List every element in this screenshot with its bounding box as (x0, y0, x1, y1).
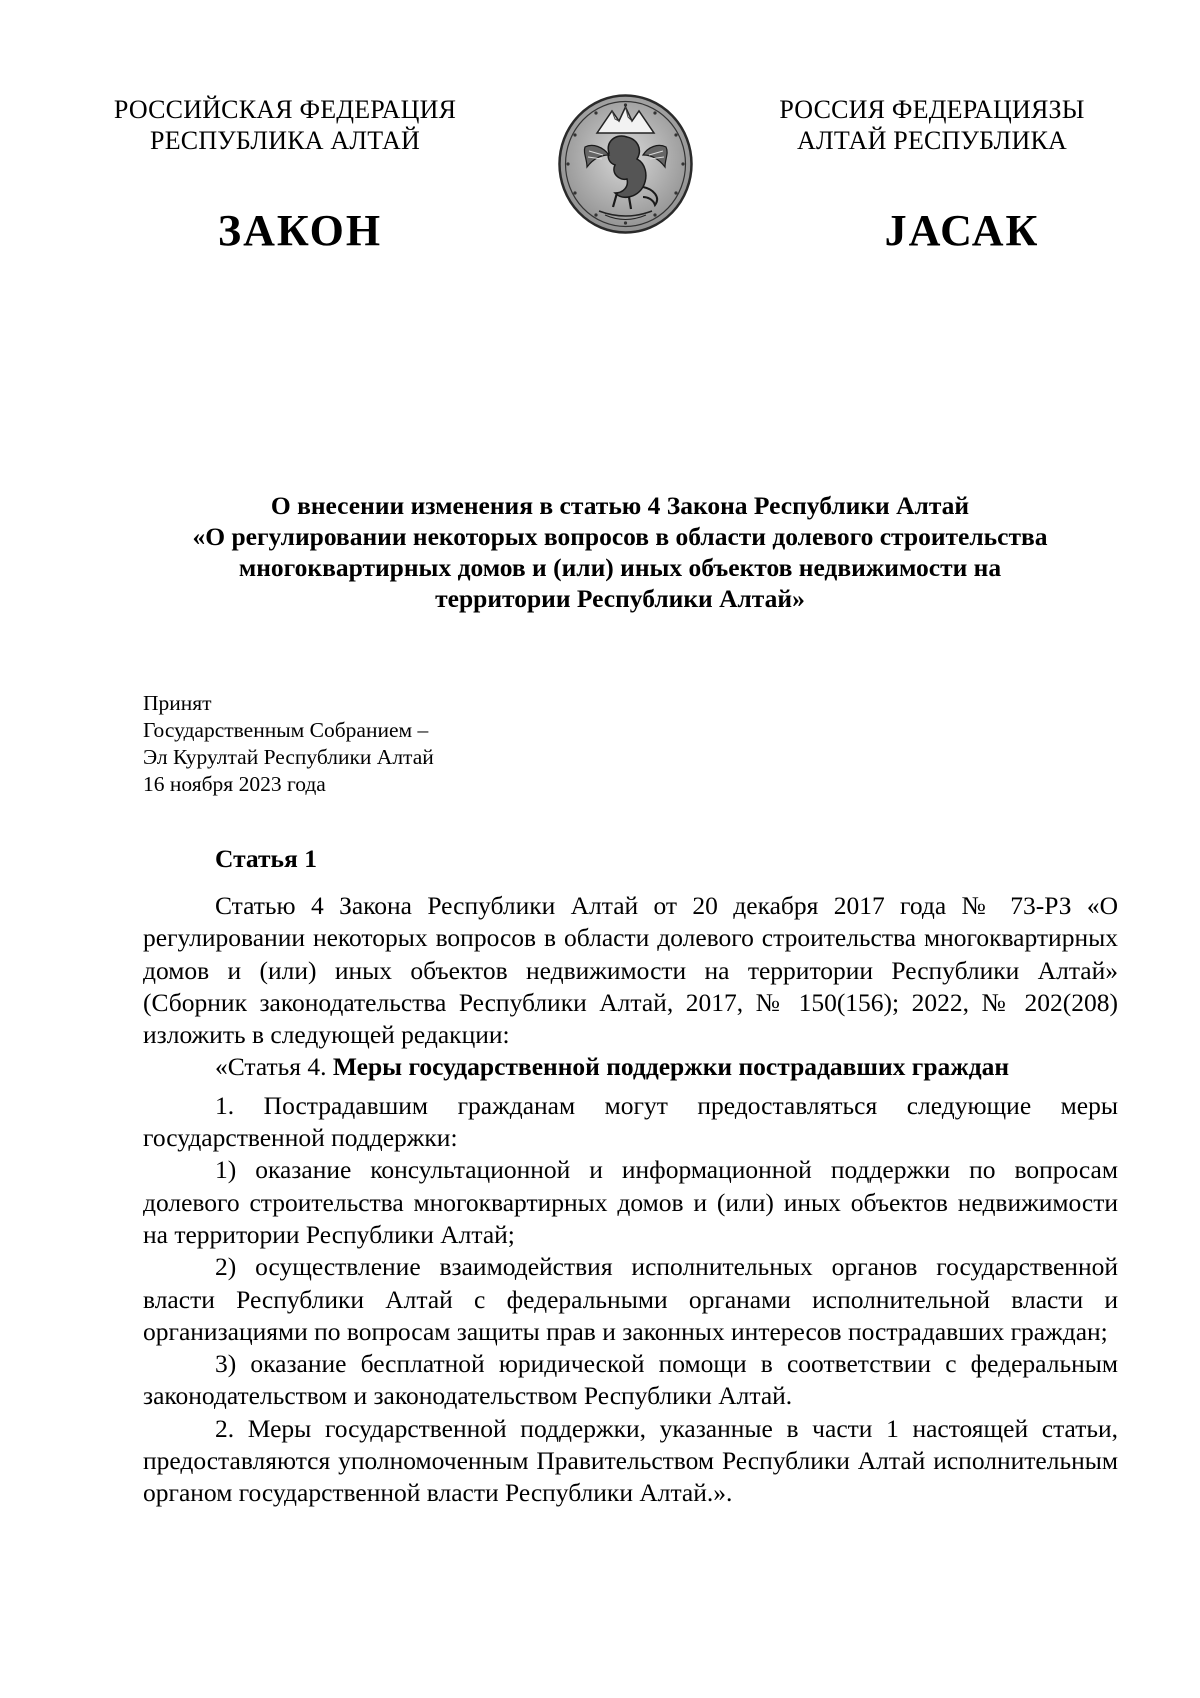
article-intro-paragraph: Статью 4 Закона Республики Алтай от 20 декабря 2017 года № 73-РЗ «О регулировании некоторых вопросов в области долевого строительства многоквартирных домов и (или) иных объектов недвижимости на территории Республики Алтай» (Сборник законодательства Республики Алтай, 2017, № 150(156); 2022, № 202(208) изложить в следующей редакции: (143, 891, 1118, 1050)
part-2-paragraph: 2. Меры государственной поддержки, указанные в части 1 настоящей статьи, предоставляются уполномоченным Правительством Республики Алтай исполнительным органом государственной власти Республики Алтай.». (143, 1413, 1118, 1508)
document-title (130, 490, 1110, 614)
title-line: О внесении изменения в статью 4 Закона Республики Алтай (270, 491, 970, 520)
new-article-heading (143, 1051, 1118, 1083)
header-right-block (762, 94, 1102, 156)
law-title-altai: ЈАСАК (884, 206, 1040, 255)
adoption-line: Государственным Собранием – (143, 718, 429, 742)
header-left-block (95, 94, 475, 156)
part-1-paragraph: 1. Пострадавшим гражданам могут предоставляться следующие меры государственной поддержки: (143, 1090, 1118, 1153)
coat-of-arms-emblem (557, 93, 694, 235)
article-body (143, 890, 1118, 1510)
article-heading: Статья 1 (215, 844, 317, 873)
header-left-country: РОССИЙСКАЯ ФЕДЕРАЦИЯ (113, 95, 457, 124)
title-line: многоквартирных домов и (или) иных объектов недвижимости на (238, 553, 1002, 582)
adoption-line: Эл Курултай Республики Алтай (143, 745, 434, 769)
item-3-paragraph: 3) оказание бесплатной юридической помощи в соответствии с федеральным законодательством и законодательством Республики Алтай. (143, 1349, 1118, 1411)
adoption-line: Принят (143, 691, 212, 715)
header-right-republic: АЛТАЙ РЕСПУБЛИКА (797, 126, 1067, 155)
item-1-paragraph: 1) оказание консультационной и информационной поддержки по вопросам долевого строительства многоквартирных домов и (или) иных объектов недвижимости на территории Республики Алтай; (143, 1155, 1118, 1249)
item-2-paragraph: 2) осуществление взаимодействия исполнительных органов государственной власти Республики Алтай с федеральными органами исполнительной власти и организациями по вопросам защиты прав и законных интересов пострадавших граждан; (143, 1252, 1118, 1346)
adoption-info (143, 690, 434, 798)
header-right-country: РОССИЯ ФЕДЕРАЦИЯЗЫ (779, 95, 1085, 124)
title-line: «О регулировании некоторых вопросов в области долевого строительства (192, 522, 1048, 551)
new-article-title: Меры государственной поддержки пострадавших граждан (332, 1052, 1010, 1082)
adoption-date: 16 ноября 2023 года (143, 772, 326, 796)
new-article-prefix: «Статья 4. (215, 1052, 333, 1082)
law-title-russian: ЗАКОН (217, 206, 383, 255)
title-line: территории Республики Алтай» (435, 584, 805, 613)
header-left-republic: РЕСПУБЛИКА АЛТАЙ (150, 126, 420, 155)
